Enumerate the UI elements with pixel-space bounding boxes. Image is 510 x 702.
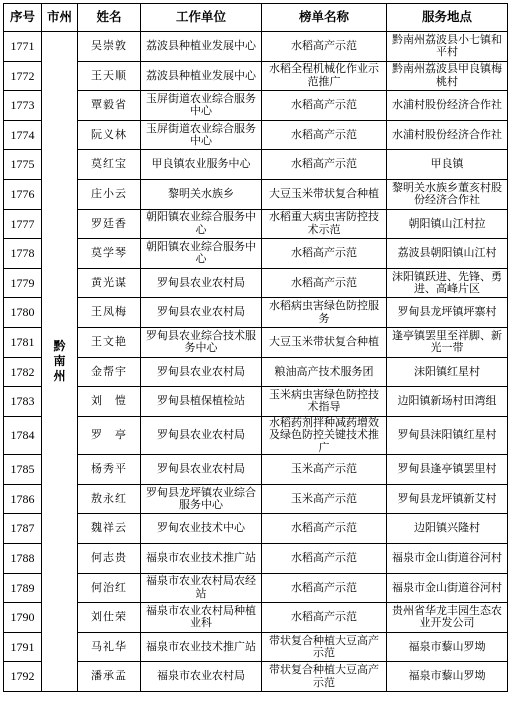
cell-no: 1785: [4, 455, 42, 485]
cell-place: 福泉市金山街道谷河村: [387, 573, 508, 603]
cell-no: 1772: [4, 61, 42, 91]
cell-name: 金帮宇: [78, 357, 141, 387]
cell-place: 水浦村股份经济合作社: [387, 91, 508, 121]
table-row: [4, 91, 508, 121]
cell-org: 罗甸县农业综合技术服务中心: [141, 327, 262, 357]
header-no: 序号: [4, 4, 42, 32]
cell-name: 何志贵: [78, 544, 141, 574]
cell-name: 马礼华: [78, 632, 141, 662]
cell-no: 1782: [4, 357, 42, 387]
cell-org: 福泉市农业技术推广站: [141, 544, 262, 574]
table-row: [4, 150, 508, 180]
cell-list: 水稻全程机械化作业示范推广: [262, 61, 387, 91]
cell-list: 水稻高产示范: [262, 573, 387, 603]
cell-place: 罗甸县沫阳镇红星村: [387, 416, 508, 455]
cell-no: 1779: [4, 268, 42, 298]
table-row: [4, 209, 508, 239]
cell-name: 何治红: [78, 573, 141, 603]
cell-list: 水稻高产示范: [262, 239, 387, 269]
cell-no: 1777: [4, 209, 42, 239]
cell-place: 边阳镇新场村田湾组: [387, 387, 508, 417]
cell-name: 潘承孟: [78, 662, 141, 692]
cell-name: 王凤梅: [78, 298, 141, 328]
cell-list: 带状复合种植大豆高产示范: [262, 662, 387, 692]
award-table: [3, 3, 508, 692]
table-row: [4, 416, 508, 455]
cell-org: 朝阳镇农业综合服务中心: [141, 239, 262, 269]
cell-place: 黔南州荔波县甲良镇梅桃村: [387, 61, 508, 91]
cell-no: 1775: [4, 150, 42, 180]
cell-name: 莫红宝: [78, 150, 141, 180]
header-city: 市州: [42, 4, 78, 32]
cell-no: 1783: [4, 387, 42, 417]
cell-name: 魏祥云: [78, 514, 141, 544]
table-row: [4, 544, 508, 574]
cell-list: 玉米高产示范: [262, 455, 387, 485]
cell-name: 刘仕荣: [78, 603, 141, 633]
cell-name: 杨秀平: [78, 455, 141, 485]
cell-place: 罗甸县龙坪镇新艾村: [387, 484, 508, 514]
cell-place: 福泉市藜山罗坳: [387, 662, 508, 692]
cell-list: 玉米病虫害绿色防控技术指导: [262, 387, 387, 417]
cell-org: 福泉市农业农村局: [141, 662, 262, 692]
cell-name: 罗 亭: [78, 416, 141, 455]
cell-no: 1784: [4, 416, 42, 455]
table-row: [4, 357, 508, 387]
cell-org: 玉屏街道农业综合服务中心: [141, 91, 262, 121]
table-row: [4, 387, 508, 417]
cell-list: 水稻高产示范: [262, 91, 387, 121]
header-place: 服务地点: [387, 4, 508, 32]
cell-name: 覃毅省: [78, 91, 141, 121]
cell-org: 罗甸县龙坪镇农业综合服务中心: [141, 484, 262, 514]
cell-list: 粮油高产技术服务团: [262, 357, 387, 387]
cell-place: 边阳镇兴隆村: [387, 514, 508, 544]
cell-name: 罗廷香: [78, 209, 141, 239]
cell-place: 荔波县朝阳镇山江村: [387, 239, 508, 269]
table-row: [4, 632, 508, 662]
table-row: [4, 327, 508, 357]
cell-no: 1788: [4, 544, 42, 574]
cell-place: 福泉市金山街道谷河村: [387, 544, 508, 574]
cell-org: 罗甸县农业农村局: [141, 416, 262, 455]
cell-name: 黄光谋: [78, 268, 141, 298]
table-row: [4, 268, 508, 298]
cell-place: 罗甸县逢亭镇罢里村: [387, 455, 508, 485]
cell-no: 1774: [4, 120, 42, 150]
cell-place: 罗甸县龙坪镇坪寨村: [387, 298, 508, 328]
header-row: [4, 4, 508, 32]
cell-name: 敖永红: [78, 484, 141, 514]
cell-org: 玉屏街道农业综合服务中心: [141, 120, 262, 150]
cell-list: 水稻高产示范: [262, 32, 387, 62]
cell-org: 罗甸县农业农村局: [141, 455, 262, 485]
cell-list: 水稻高产示范: [262, 120, 387, 150]
cell-org: 罗甸农业技术中心: [141, 514, 262, 544]
cell-list: 水稻药剂拌种减药增效及绿色防控关键技术推广: [262, 416, 387, 455]
cell-org: 黎明关水族乡: [141, 179, 262, 209]
cell-org: 罗甸县农业农村局: [141, 268, 262, 298]
cell-no: 1791: [4, 632, 42, 662]
cell-no: 1789: [4, 573, 42, 603]
cell-place: 沫阳镇红星村: [387, 357, 508, 387]
cell-list: 大豆玉米带状复合种植: [262, 179, 387, 209]
cell-org: 荔波县种植业发展中心: [141, 61, 262, 91]
table-row: [4, 120, 508, 150]
cell-name: 庄小云: [78, 179, 141, 209]
table-row: [4, 179, 508, 209]
table-row: [4, 298, 508, 328]
cell-org: 罗甸县农业农村局: [141, 298, 262, 328]
cell-place: 朝阳镇山江村拉: [387, 209, 508, 239]
table-row: [4, 32, 508, 62]
table-row: [4, 603, 508, 633]
cell-list: 带状复合种植大豆高产示范: [262, 632, 387, 662]
cell-no: 1792: [4, 662, 42, 692]
table-body: [4, 32, 508, 692]
cell-org: 福泉市农业农村局农经站: [141, 573, 262, 603]
cell-city: [42, 32, 78, 692]
cell-no: 1776: [4, 179, 42, 209]
cell-place: 黎明关水族乡董亥村股份经济合作社: [387, 179, 508, 209]
cell-org: 荔波县种植业发展中心: [141, 32, 262, 62]
cell-name: 王文艳: [78, 327, 141, 357]
cell-no: 1780: [4, 298, 42, 328]
cell-org: 福泉市农业技术推广站: [141, 632, 262, 662]
cell-org: 福泉市农业农村局种植业科: [141, 603, 262, 633]
cell-list: 大豆玉米带状复合种植: [262, 327, 387, 357]
cell-org: 甲良镇农业服务中心: [141, 150, 262, 180]
cell-org: 罗甸县农业农村局: [141, 357, 262, 387]
table-row: [4, 455, 508, 485]
cell-no: 1778: [4, 239, 42, 269]
cell-name: 莫学琴: [78, 239, 141, 269]
cell-place: 沫阳镇跃进、先锋、勇进、高峰片区: [387, 268, 508, 298]
cell-place: 黔南州荔波县小七镇和平村: [387, 32, 508, 62]
cell-list: 水稻高产示范: [262, 514, 387, 544]
cell-list: 水稻高产示范: [262, 603, 387, 633]
table-row: [4, 573, 508, 603]
cell-no: 1781: [4, 327, 42, 357]
table-row: [4, 514, 508, 544]
header-name: 姓名: [78, 4, 141, 32]
header-org: 工作单位: [141, 4, 262, 32]
cell-list: 玉米高产示范: [262, 484, 387, 514]
table-row: [4, 662, 508, 692]
cell-place: 福泉市藜山罗坳: [387, 632, 508, 662]
cell-no: 1787: [4, 514, 42, 544]
table-row: [4, 61, 508, 91]
cell-org: 朝阳镇农业综合服务中心: [141, 209, 262, 239]
cell-name: 刘 愷: [78, 387, 141, 417]
table-row: [4, 484, 508, 514]
cell-list: 水稻高产示范: [262, 268, 387, 298]
cell-list: 水稻高产示范: [262, 544, 387, 574]
cell-no: 1790: [4, 603, 42, 633]
cell-place: 逢亭镇罢里至祥脚、新光一带: [387, 327, 508, 357]
cell-list: 水稻重大病虫害防控技术示范: [262, 209, 387, 239]
cell-place: 甲良镇: [387, 150, 508, 180]
table-row: [4, 239, 508, 269]
cell-no: 1771: [4, 32, 42, 62]
cell-place: 贵州省华龙丰园生态农业开发公司: [387, 603, 508, 633]
cell-name: 吴崇敦: [78, 32, 141, 62]
cell-name: 王天顺: [78, 61, 141, 91]
header-list: 榜单名称: [262, 4, 387, 32]
cell-name: 阮义林: [78, 120, 141, 150]
cell-place: 水浦村股份经济合作社: [387, 120, 508, 150]
cell-list: 水稻高产示范: [262, 150, 387, 180]
city-label: 黔南州: [53, 338, 66, 383]
cell-list: 水稻病虫害绿色防控服务: [262, 298, 387, 328]
cell-no: 1786: [4, 484, 42, 514]
cell-org: 罗甸县植保植检站: [141, 387, 262, 417]
cell-no: 1773: [4, 91, 42, 121]
